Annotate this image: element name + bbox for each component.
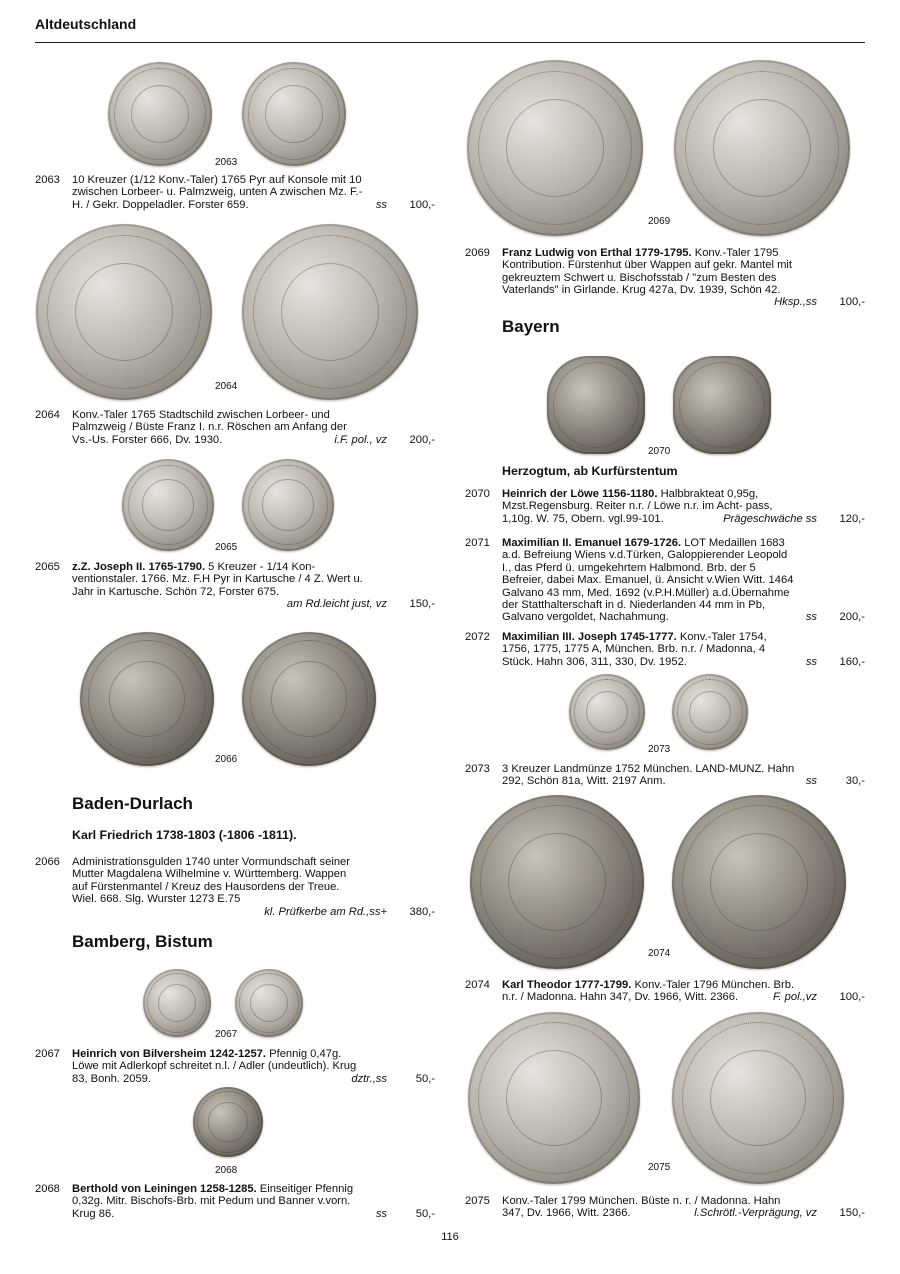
lot-description-line: Krug 86.: [72, 1207, 115, 1220]
lot-grade: ss: [805, 611, 817, 623]
lot-grade: ss: [375, 199, 387, 211]
coin-2063-reverse: [242, 62, 346, 166]
lot-number: 2075: [465, 1195, 490, 1207]
lot-description-line: Konv.-Taler 1754,: [676, 631, 767, 643]
lot-number: 2070: [465, 488, 490, 500]
lot-number: 2071: [465, 537, 490, 549]
lot-2074: [465, 979, 865, 1009]
lot-description: [72, 1183, 388, 1220]
lot-description-line: Galvano 43 mm, Med. 1692 (v.P.H.Müller) a.d.Übernahme: [502, 586, 790, 599]
image-number-2074: 2074: [648, 948, 671, 959]
lot-description-line: 347, Dv. 1966, Witt. 2366.: [502, 1207, 631, 1220]
lot-description: [502, 247, 818, 297]
lot-number: 2072: [465, 631, 490, 643]
lot-number: 2065: [35, 561, 60, 573]
lot-grade: F. pol.,vz: [773, 991, 817, 1003]
lot-grade: am Rd.leicht just, vz: [286, 598, 387, 610]
lot-description: Administrationsgulden 1740 unter Vormundschaft seiner Mutter Magdalena Wilhelmine v. Württemberg. Wappen auf Fürstenmantel / Kreuz des Hausordens der Treue. Wiel. 668. Slg. Wurster 1273 E.75: [72, 856, 350, 906]
lot-description: [502, 631, 818, 668]
lot-description-line: gekreuztem Schwert u. Bischofsstab / "zum Besten des: [502, 271, 777, 284]
coin-2074-obverse: [470, 795, 644, 969]
subsection-heading-karl-friedrich: Karl Friedrich 1738-1803 (-1806 -1811).: [72, 828, 297, 842]
coin-2073-reverse: [672, 674, 748, 750]
lot-number: 2063: [35, 174, 60, 186]
image-number-2063: 2063: [215, 157, 238, 168]
image-number-2067: 2067: [215, 1029, 238, 1040]
coin-2065-reverse: [242, 459, 334, 551]
lot-grade: ss: [805, 775, 817, 787]
lot-number: 2067: [35, 1048, 60, 1060]
lot-grade: Hksp.,ss: [774, 296, 817, 308]
image-number-2066: 2066: [215, 754, 238, 765]
running-header: Altdeutschland: [35, 16, 137, 32]
lot-price: 120,-: [839, 513, 865, 525]
coin-2069-reverse: [674, 60, 850, 236]
lot-description-line: Pfennig 0,47g.: [266, 1048, 342, 1060]
lot-title: Maximilian III. Joseph 1745-1777.: [502, 631, 677, 643]
lot-title: Heinrich der Löwe 1156-1180.: [502, 488, 658, 500]
image-number-2070: 2070: [648, 446, 671, 457]
lot-price: 100,-: [839, 296, 865, 308]
lot-description: z.Z. Joseph II. 1765-1790. 5 Kreuzer - 1/14 Kon- ventionstaler. 1766. Mz. F.H Pyr in Kartusche / 4 Z. Wert u. Jahr in Kartusche. Schön 72, Forster 675.: [72, 561, 363, 598]
lot-description: [502, 979, 818, 1004]
coin-2064-obverse: [36, 224, 212, 400]
coin-2065-obverse: [122, 459, 214, 551]
lot-description-line: Mzst.Regensburg. Reiter n.r. / Löwe n.r. im Acht- pass,: [502, 500, 773, 513]
coin-2073-obverse: [569, 674, 645, 750]
lot-2075: [465, 1195, 865, 1225]
coin-2069-obverse: [467, 60, 643, 236]
lot-grade: ss: [805, 656, 817, 668]
lot-price: 100,-: [839, 991, 865, 1003]
lot-price: 30,-: [845, 775, 865, 787]
coin-2070-obverse: [547, 356, 645, 454]
coin-2063-obverse: [108, 62, 212, 166]
coin-2075-reverse: [672, 1012, 844, 1184]
lot-2066: [35, 856, 435, 920]
lot-price: 380,-: [409, 906, 435, 918]
section-heading-bamberg: Bamberg, Bistum: [72, 932, 213, 951]
lot-description-line: 0,32g. Mitr. Bischofs-Brb. mit Pedum und Banner v.vorn.: [72, 1195, 351, 1208]
lot-description: [72, 1048, 388, 1085]
lot-2064: [35, 409, 435, 449]
coin-2070-reverse: [673, 356, 771, 454]
lot-description: [502, 537, 818, 624]
lot-grade: kl. Prüfkerbe am Rd.,ss+: [264, 906, 387, 918]
lot-title: Karl Theodor 1777-1799.: [502, 979, 632, 991]
lot-description-line: I., das Pferd ü. umgekehrtem Halbmond. Brb. der 5: [502, 561, 756, 574]
lot-description-line: 3 Kreuzer Landmünze 1752 München. LAND-MUNZ. Hahn: [502, 763, 795, 775]
lot-2065: [35, 561, 435, 611]
lot-number: 2073: [465, 763, 490, 775]
lot-description-line: n.r. / Madonna. Hahn 347, Dv. 1966, Witt. 2366.: [502, 991, 739, 1004]
lot-price: 150,-: [409, 598, 435, 610]
lot-number: 2069: [465, 247, 490, 259]
image-number-2064: 2064: [215, 381, 238, 392]
lot-price: 200,-: [409, 434, 435, 446]
lot-grade: i.F. pol., vz: [334, 434, 387, 446]
image-number-2068: 2068: [215, 1165, 238, 1176]
lot-description-line: Vaterlands" in Girlande. Krug 427a, Dv. 1939, Schön 42.: [502, 284, 781, 297]
lot-grade: ss: [375, 1208, 387, 1220]
lot-description-line: Konv.-Taler 1796 München. Brb.: [631, 979, 795, 991]
lot-description-line: 1,10g. W. 75, Obern. vgl.99-101.: [502, 512, 664, 525]
lot-2073: [465, 763, 865, 793]
header-rule: [35, 42, 865, 43]
lot-price: 160,-: [839, 656, 865, 668]
lot-2069: [465, 247, 865, 311]
lot-description-line: Konv.-Taler 1799 München. Büste n. r. / Madonna. Hahn: [502, 1195, 781, 1207]
lot-description-line: Galvano vergoldet, Nachahmung.: [502, 611, 669, 624]
lot-price: 50,-: [415, 1208, 435, 1220]
lot-2067: [35, 1048, 435, 1088]
lot-description-line: 83, Bonh. 2059.: [72, 1072, 152, 1085]
subsection-heading-herzogtum: Herzogtum, ab Kurfürstentum: [502, 464, 678, 478]
lot-description-line: Konv.-Taler 1795: [691, 247, 779, 259]
lot-description-line: Kontribution. Fürstenhut über Wappen auf gekr. Mantel mit: [502, 259, 792, 272]
lot-title: Heinrich von Bilversheim 1242-1257.: [72, 1048, 267, 1060]
lot-description-line: der Statthalterschaft in d. Niederlanden 44 mm in Pb,: [502, 599, 766, 612]
lot-description: Konv.-Taler 1765 Stadtschild zwischen Lorbeer- und Palmzweig / Büste Franz I. n.r. Röschen am Anfang der Vs.-Us. Forster 666, Dv. 1930.: [72, 409, 347, 446]
image-number-2075: 2075: [648, 1162, 671, 1173]
lot-description: [502, 763, 818, 788]
coin-2064-reverse: [242, 224, 418, 400]
lot-title: Berthold von Leiningen 1258-1285.: [72, 1183, 257, 1195]
lot-description-line: Einseitiger Pfennig: [256, 1183, 354, 1195]
coin-2074-reverse: [672, 795, 846, 969]
image-number-2069: 2069: [648, 216, 671, 227]
lot-description-line: 1756, 1775, 1775 A, München. Brb. n.r. / Madonna, 4: [502, 643, 766, 656]
lot-2063: [35, 174, 435, 214]
lot-price: 150,-: [839, 1207, 865, 1219]
section-heading-bayern: Bayern: [502, 317, 560, 336]
lot-description-line: 292, Schön 81a, Witt. 2197 Anm.: [502, 775, 666, 788]
lot-description-line: Befreier, dabei Max. Emanuel, ü. Ansicht v.Wien Witt. 1464: [502, 574, 794, 587]
coin-2075-obverse: [468, 1012, 640, 1184]
lot-description-line: Stück. Hahn 306, 311, 330, Dv. 1952.: [502, 655, 687, 668]
lot-2072: [465, 631, 865, 671]
lot-price: 200,-: [839, 611, 865, 623]
lot-title: Maximilian II. Emanuel 1679-1726.: [502, 537, 682, 549]
lot-description-line: LOT Medaillen 1683: [681, 537, 785, 549]
coin-2068: [193, 1087, 263, 1157]
lot-number: 2064: [35, 409, 60, 421]
image-number-2073: 2073: [648, 744, 671, 755]
image-number-2065: 2065: [215, 542, 238, 553]
lot-title: Franz Ludwig von Erthal 1779-1795.: [502, 247, 692, 259]
page-number: 116: [441, 1231, 459, 1243]
section-heading-baden-durlach: Baden-Durlach: [72, 794, 193, 813]
lot-2068: [35, 1183, 435, 1223]
lot-grade: Prägeschwäche ss: [723, 513, 817, 525]
lot-description-line: a.d. Befreiung Wiens v.d.Türken, Galoppierender Leopold: [502, 549, 788, 562]
lot-description-line: Halbbrakteat 0,95g,: [657, 488, 759, 500]
lot-2070: [465, 488, 865, 528]
lot-number: 2068: [35, 1183, 60, 1195]
lot-description-line: Löwe mit Adlerkopf schreitet n.l. / Adler (undeutlich). Krug: [72, 1060, 357, 1073]
lot-description: 10 Kreuzer (1/12 Konv.-Taler) 1765 Pyr auf Konsole mit 10 zwischen Lorbeer- u. Palmzweig, unten A zwischen Mz. F.- H. / Gekr. Doppeladler. Forster 659.: [72, 174, 363, 211]
lot-price: 50,-: [415, 1073, 435, 1085]
coin-2067-reverse: [235, 969, 303, 1037]
lot-2071: [465, 537, 865, 627]
lot-grade: l.Schrötl.-Verprägung, vz: [694, 1207, 817, 1219]
coin-2066-reverse: [242, 632, 376, 766]
lot-grade: dztr.,ss: [351, 1073, 387, 1085]
lot-number: 2074: [465, 979, 490, 991]
lot-number: 2066: [35, 856, 60, 868]
coin-2067-obverse: [143, 969, 211, 1037]
coin-2066-obverse: [80, 632, 214, 766]
lot-price: 100,-: [409, 199, 435, 211]
